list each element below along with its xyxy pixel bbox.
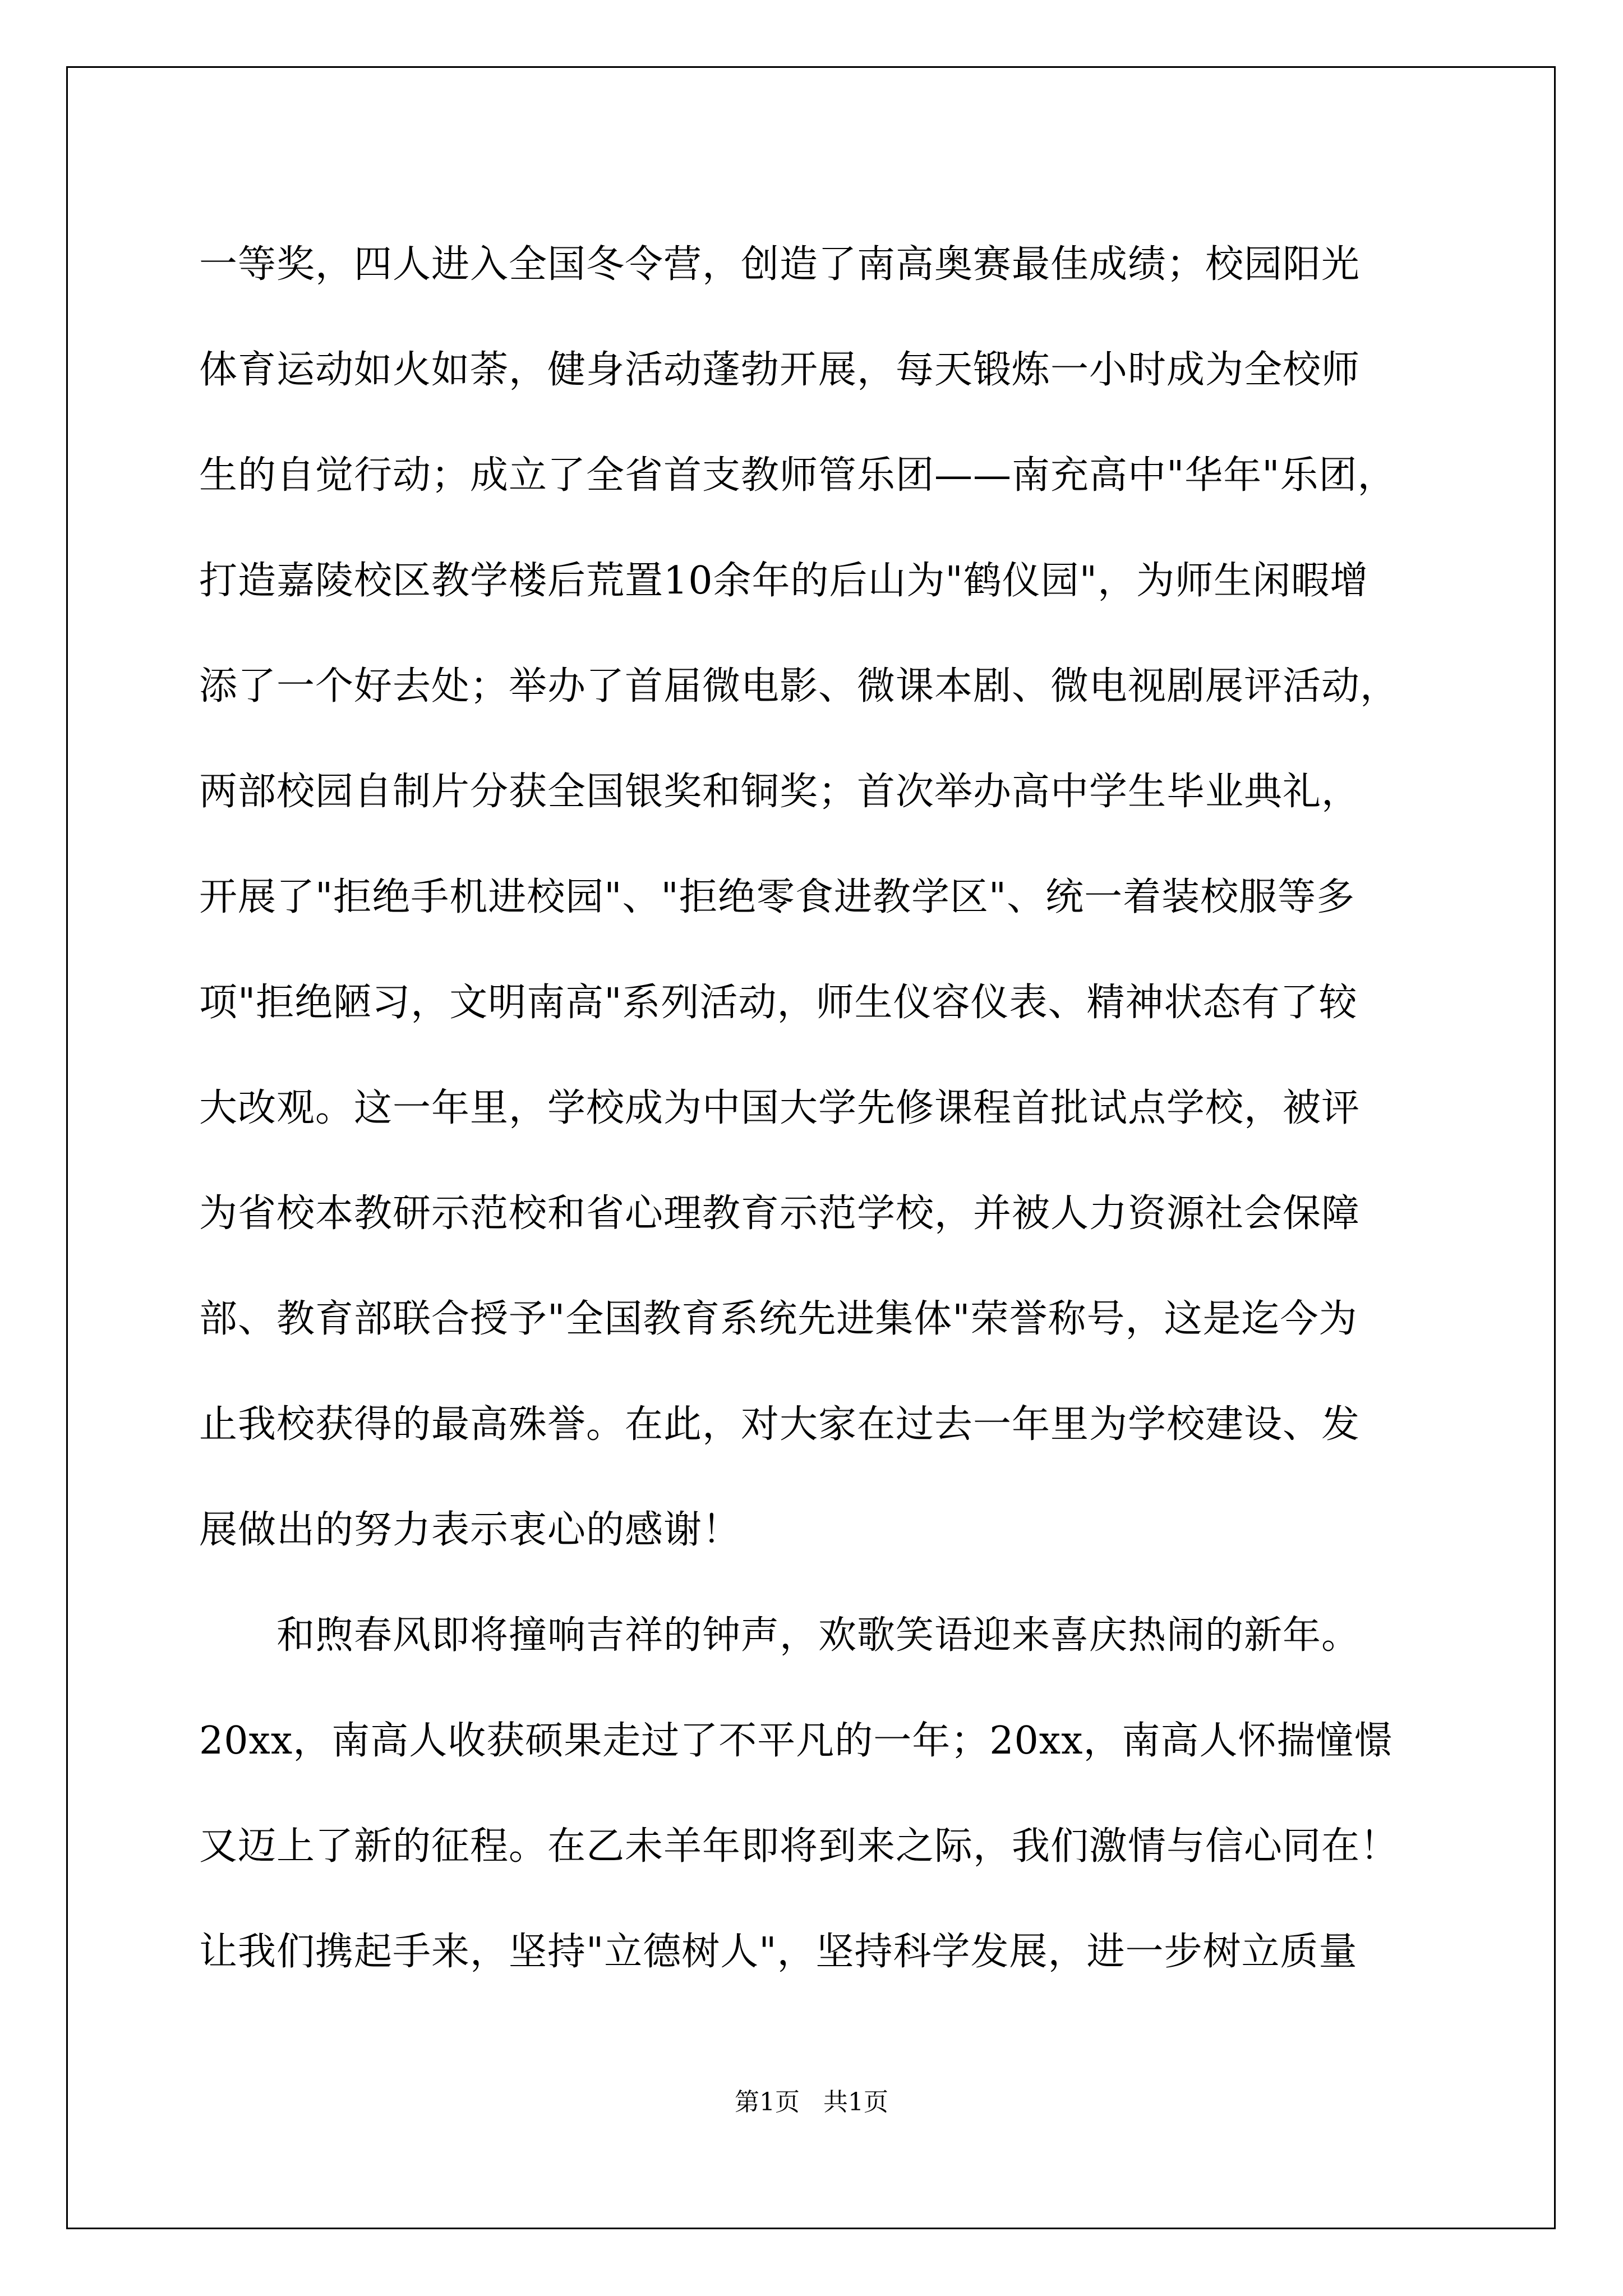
text-line: 添了一个好去处；举办了首届微电影、微课本剧、微电视剧展评活动，: [199, 664, 1399, 708]
text-line: 大改观。这一年里，学校成为中国大学先修课程首批试点学校，被评: [199, 1086, 1361, 1130]
text-line: 部、教育部联合授予"全国教育系统先进集体"荣誉称号，这是迄今为: [199, 1297, 1358, 1341]
text-line: 一等奖，四人进入全国冬令营，创造了南高奥赛最佳成绩；校园阳光: [199, 242, 1361, 287]
text-line: 止我校获得的最高殊誉。在此，对大家在过去一年里为学校建设、发: [199, 1402, 1361, 1447]
text-line: 展做出的努力表示衷心的感谢！: [199, 1508, 741, 1552]
text-line: 生的自觉行动；成立了全省首支教师管乐团——南充高中"华年"乐团，: [199, 453, 1396, 498]
text-line: 项"拒绝陋习，文明南高"系列活动，师生仪容仪表、精神状态有了较: [199, 981, 1358, 1025]
text-line: 让我们携起手来，坚持"立德树人"，坚持科学发展，进一步树立质量: [199, 1930, 1358, 1974]
text-line: 20xx，南高人收获硕果走过了不平凡的一年；20xx，南高人怀揣憧憬: [199, 1719, 1393, 1763]
text-line: 开展了"拒绝手机进校园"、"拒绝零食进教学区"、统一着装校服等多: [199, 875, 1355, 919]
text-line: 两部校园自制片分获全国银奖和铜奖；首次举办高中学生毕业典礼，: [199, 770, 1361, 814]
paragraph-start-line: 和煦春风即将撞响吉祥的钟声，欢歌笑语迎来喜庆热闹的新年。: [276, 1613, 1361, 1658]
page-footer: 第1页 共1页: [735, 2088, 888, 2116]
text-line: 又迈上了新的征程。在乙未羊年即将到来之际，我们激情与信心同在！: [199, 1824, 1399, 1869]
document-body: [199, 212, 1433, 2005]
text-line: 为省校本教研示范校和省心理教育示范学校，并被人力资源社会保障: [199, 1191, 1361, 1236]
text-line: 体育运动如火如荼，健身活动蓬勃开展，每天锻炼一小时成为全校师: [199, 348, 1361, 392]
text-line: 打造嘉陵校区教学楼后荒置10余年的后山为"鹤仪园"，为师生闲暇增: [199, 559, 1369, 603]
